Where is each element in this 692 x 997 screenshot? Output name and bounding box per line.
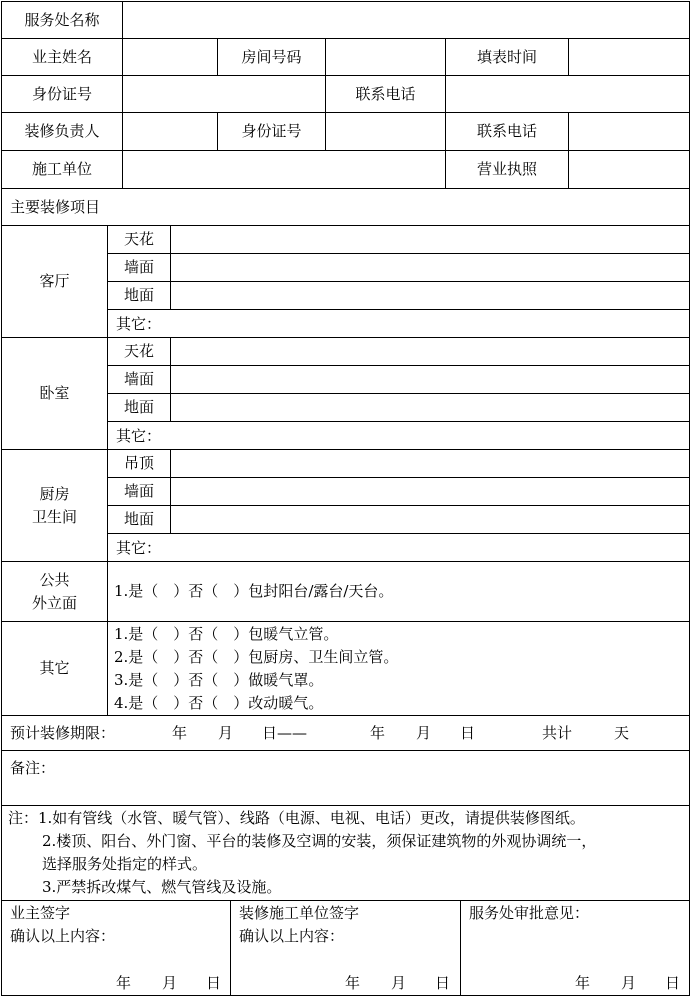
rule (107, 421, 690, 422)
bedroom-other-label: 其它： (116, 427, 162, 445)
lead-phone-field[interactable] (569, 113, 689, 150)
owner-name-label: 业主姓名 (31, 47, 92, 66)
office-approval-title: 服务处审批意见： (469, 904, 590, 922)
period-end-day: 日 (460, 724, 476, 742)
rule (107, 533, 690, 534)
owner-signature-year: 年 (116, 974, 132, 992)
rule (1, 900, 690, 901)
renovation-lead-label: 装修负责人 (24, 122, 100, 140)
period-days-label: 天 (614, 724, 630, 742)
id-card-field[interactable] (123, 76, 325, 112)
kitchen-label: 厨房 (39, 484, 70, 503)
kitchen-floor-field[interactable] (171, 506, 689, 533)
note-line-1: 注：1.如有管线（水管、暖气管）、线路（电源、电视、电话）更改，请提供装修图纸。 (8, 809, 585, 827)
contractor-signature-field[interactable] (231, 950, 460, 970)
period-start-day: 日—— (262, 724, 308, 742)
kitchen-bathroom-label (2, 450, 107, 561)
misc-option-4[interactable]: 4.是（ ）否（ ）改动暖气。 (114, 694, 324, 712)
projects-title: 主要装修项目 (10, 198, 101, 216)
note-line-3: 选择服务处指定的样式。 (42, 855, 208, 873)
living-room-label: 客厅 (39, 272, 70, 290)
office-approval-year: 年 (575, 974, 591, 992)
owner-signature-confirm: 确认以上内容： (10, 927, 116, 945)
contractor-field[interactable] (123, 151, 445, 188)
misc-option-1[interactable]: 1.是（ ）否（ ）包暖气立管。 (114, 625, 339, 643)
kitchen-other-label: 其它： (116, 539, 162, 557)
living-wall-field[interactable] (171, 254, 689, 281)
bedroom-wall-label: 墙面 (123, 370, 154, 388)
lead-id-card-field[interactable] (326, 113, 445, 150)
contractor-signature-day: 日 (435, 974, 451, 992)
living-other-label: 其它： (116, 315, 162, 333)
lead-id-card-label: 身份证号 (241, 122, 302, 140)
contact-phone-field[interactable] (446, 76, 689, 112)
facade-label-line2: 外立面 (31, 593, 77, 612)
period-start-year: 年 (172, 724, 188, 742)
contractor-signature-month: 月 (391, 974, 407, 992)
note-line-2: 2.楼顶、阳台、外门窗、平台的装修及空调的安装，须保证建筑物的外观协调统一， (42, 832, 597, 850)
period-end-year: 年 (370, 724, 386, 742)
facade-label (2, 562, 107, 621)
remarks-field[interactable] (2, 751, 689, 805)
facade-label-line1: 公共 (39, 570, 70, 589)
contractor-signature-title: 装修施工单位签字 (239, 904, 360, 922)
rule (1, 995, 690, 996)
living-ceiling-field[interactable] (171, 226, 689, 253)
misc-label: 其它 (39, 659, 70, 677)
living-wall-label: 墙面 (123, 258, 154, 276)
lead-phone-label: 联系电话 (476, 122, 537, 140)
bedroom-wall-field[interactable] (171, 366, 689, 393)
bedroom-floor-field[interactable] (171, 394, 689, 421)
fill-time-field[interactable] (569, 39, 689, 75)
room-number-label: 房间号码 (241, 47, 302, 66)
facade-option[interactable]: 1.是（ ）否（ ）包封阳台/露台/天台。 (114, 582, 394, 600)
bedroom-floor-label: 地面 (123, 398, 154, 416)
living-floor-field[interactable] (171, 282, 689, 309)
business-license-field[interactable] (569, 151, 689, 188)
owner-signature-field[interactable] (2, 950, 230, 970)
bathroom-label: 卫生间 (31, 507, 77, 526)
contractor-label: 施工单位 (31, 160, 92, 178)
service-name-label: 服务处名称 (24, 10, 100, 29)
fill-time-label: 填表时间 (476, 47, 537, 66)
owner-signature-month: 月 (162, 974, 178, 992)
renovation-lead-field[interactable] (123, 113, 217, 150)
rule (1, 805, 690, 806)
kitchen-ceiling-label: 吊顶 (123, 454, 154, 472)
service-name-field[interactable] (123, 2, 689, 38)
period-start-month: 月 (218, 724, 234, 742)
bedroom-ceiling-field[interactable] (171, 338, 689, 365)
misc-option-3[interactable]: 3.是（ ）否（ ）做暖气罩。 (114, 671, 324, 689)
contact-phone-label: 联系电话 (355, 84, 416, 103)
rule (1, 715, 690, 716)
owner-signature-day: 日 (206, 974, 222, 992)
kitchen-floor-label: 地面 (123, 510, 154, 528)
period-label: 预计装修期限： (10, 724, 116, 742)
kitchen-wall-field[interactable] (171, 478, 689, 505)
note-line-4: 3.严禁拆改煤气、燃气管线及设施。 (42, 878, 282, 896)
bedroom-ceiling-label: 天花 (123, 342, 154, 360)
office-approval-field[interactable] (461, 927, 689, 970)
rule (230, 900, 231, 995)
living-ceiling-label: 天花 (123, 230, 154, 248)
misc-option-2[interactable]: 2.是（ ）否（ ）包厨房、卫生间立管。 (114, 648, 399, 666)
kitchen-wall-label: 墙面 (123, 482, 154, 500)
period-end-month: 月 (416, 724, 432, 742)
office-approval-day: 日 (665, 974, 681, 992)
office-approval-month: 月 (621, 974, 637, 992)
living-floor-label: 地面 (123, 286, 154, 304)
contractor-signature-year: 年 (345, 974, 361, 992)
contractor-signature-confirm: 确认以上内容： (239, 927, 345, 945)
period-total-label: 共计 (542, 724, 573, 742)
owner-signature-title: 业主签字 (10, 904, 71, 922)
kitchen-ceiling-field[interactable] (171, 450, 689, 477)
rule (1, 188, 690, 189)
id-card-label: 身份证号 (31, 84, 92, 103)
bedroom-label: 卧室 (39, 384, 70, 402)
owner-name-field[interactable] (123, 39, 217, 75)
room-number-field[interactable] (326, 39, 445, 75)
business-license-label: 营业执照 (476, 160, 537, 178)
remarks-label: 备注： (10, 759, 56, 777)
rule (107, 309, 690, 310)
